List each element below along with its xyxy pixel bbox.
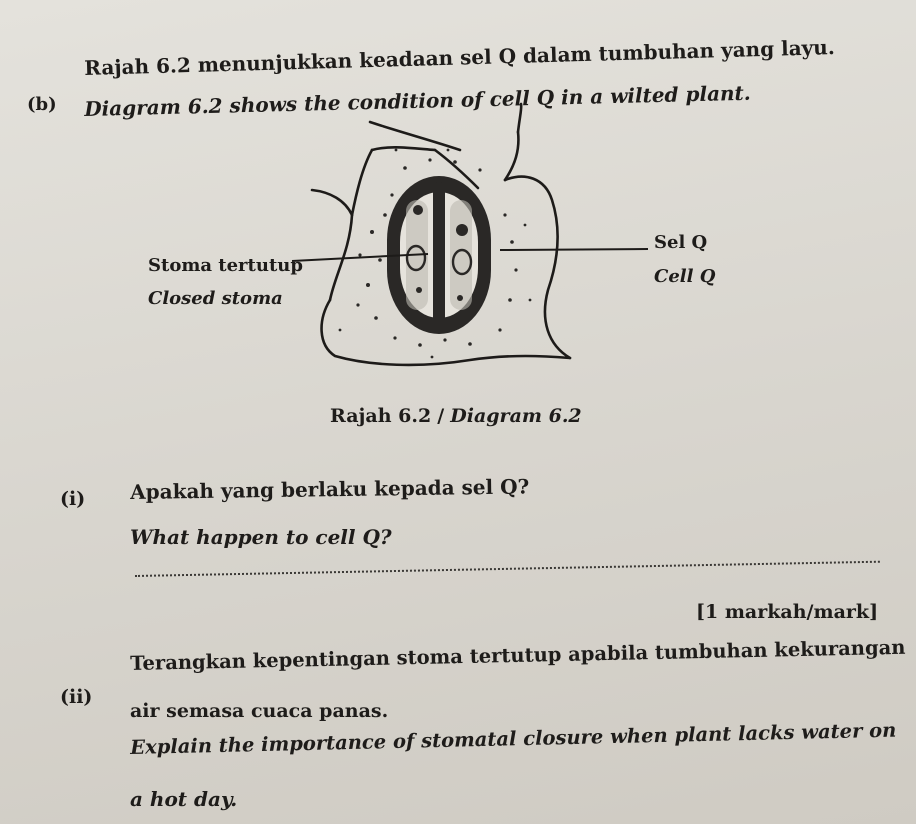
- question-i-english: What happen to cell Q?: [130, 525, 392, 549]
- question-ii-english-line1: Explain the importance of stomatal closure when plant lacks water on: [130, 718, 897, 759]
- question-ii-english-line2: a hot day.: [130, 787, 238, 811]
- caption-separator: /: [437, 405, 445, 427]
- label-cell-english: Cell Q: [654, 266, 716, 287]
- label-cell-malay: Sel Q: [654, 232, 708, 253]
- part-b-malay-text: Rajah 6.2 menunjukkan keadaan sel Q dalam tumbuhan yang layu.: [84, 35, 836, 80]
- label-stoma-malay: Stoma tertutup: [148, 255, 303, 276]
- diagram-caption: [330, 405, 582, 427]
- caption-malay: Rajah 6.2: [330, 405, 432, 427]
- question-ii-number: (ii): [60, 686, 93, 708]
- question-i-malay: Apakah yang berlaku kepada sel Q?: [130, 474, 530, 504]
- question-i-number: (i): [60, 488, 86, 510]
- question-ii-malay-line1: Terangkan kepentingan stoma tertutup apabila tumbuhan kekurangan: [130, 635, 906, 675]
- part-b-english-text: Diagram 6.2 shows the condition of cell Q in a wilted plant.: [84, 80, 752, 121]
- caption-english: Diagram 6.2: [450, 405, 582, 427]
- question-ii-malay-line2: air semasa cuaca panas.: [130, 700, 389, 722]
- marks-label: [1 markah/mark]: [696, 601, 879, 623]
- part-label: (b): [27, 94, 57, 115]
- label-stoma-english: Closed stoma: [148, 288, 283, 309]
